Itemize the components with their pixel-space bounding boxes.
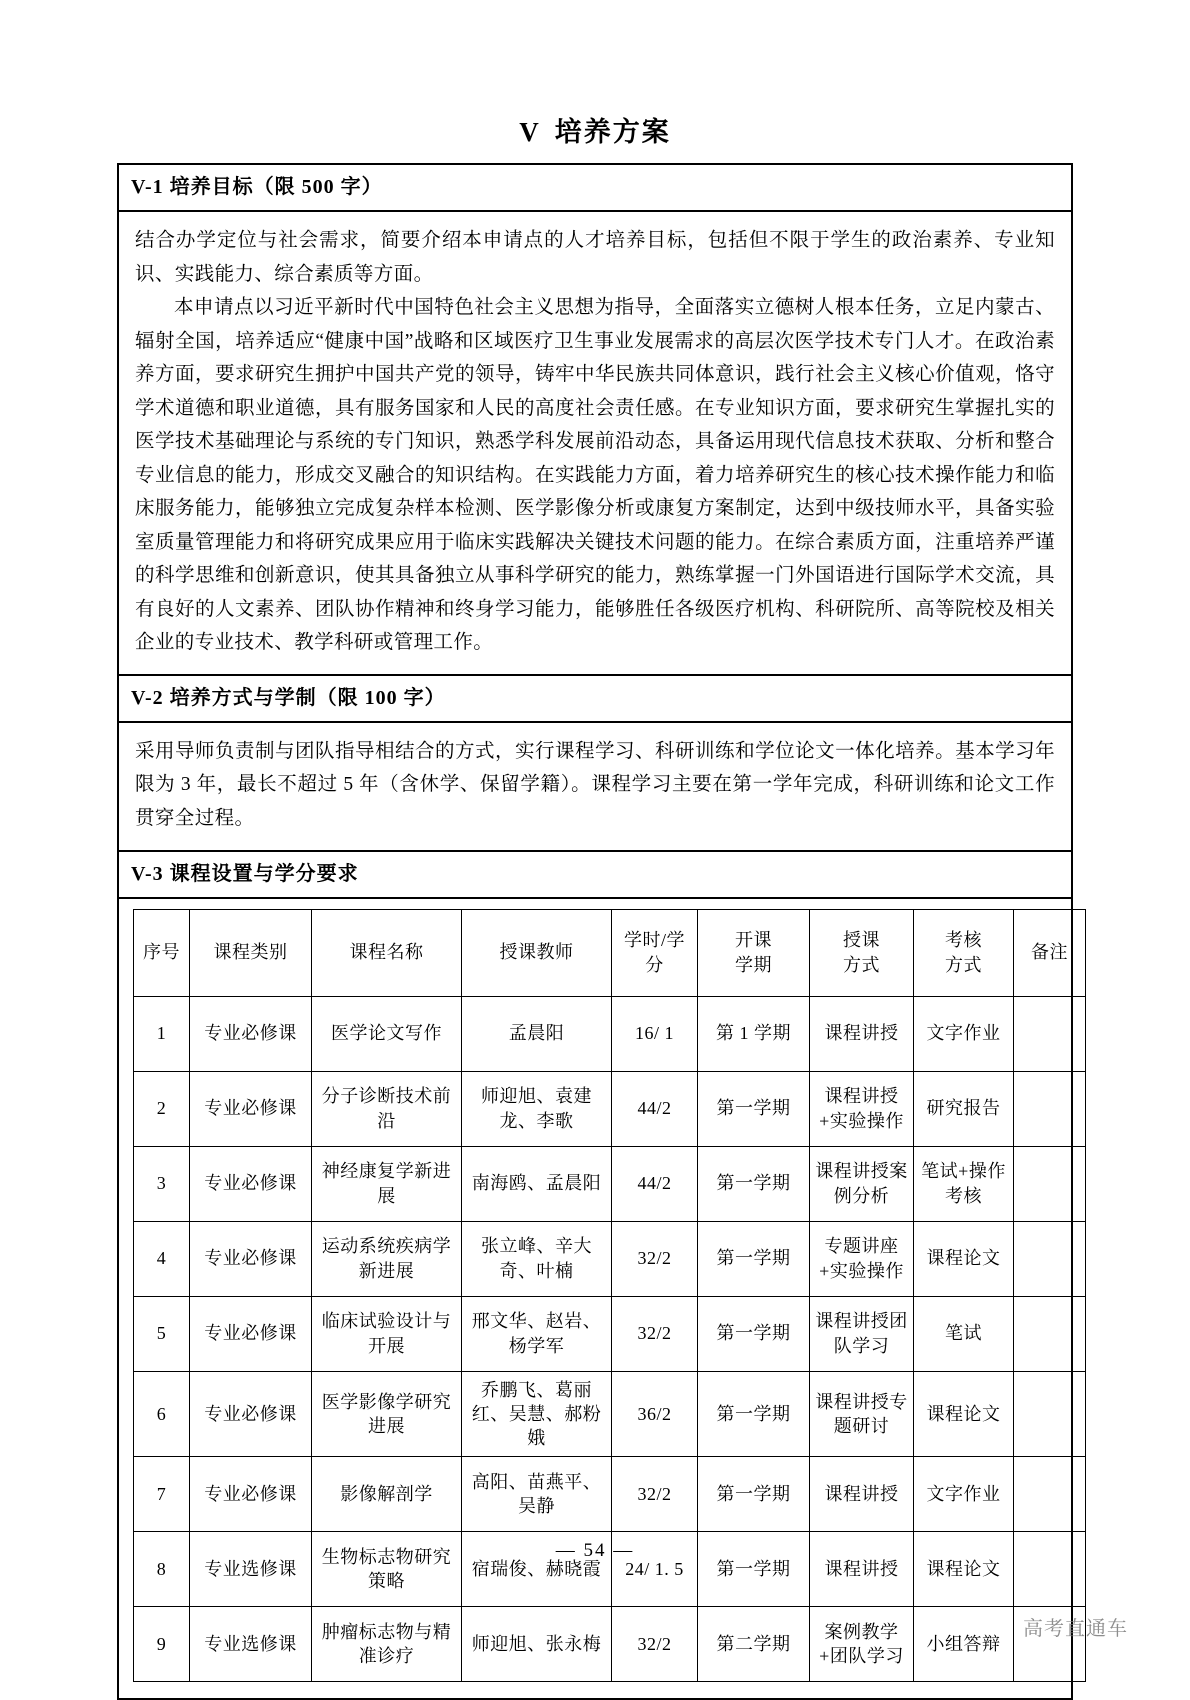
section-heading-v1 bbox=[119, 165, 1071, 212]
cell-term: 第 1 学期 bbox=[698, 996, 810, 1071]
cell-no: 5 bbox=[134, 1296, 190, 1371]
page-number: — 54 — bbox=[555, 1540, 635, 1561]
cell-term: 第一学期 bbox=[698, 1532, 810, 1607]
cell-category: 专业必修课 bbox=[190, 1221, 312, 1296]
cell-assessment: 笔试 bbox=[914, 1296, 1014, 1371]
cell-teaching-method: 课程讲授 bbox=[810, 1457, 914, 1532]
course-table-col-header: 开课 学期 bbox=[698, 909, 810, 996]
cell-hours-credits: 32/2 bbox=[612, 1607, 698, 1682]
cell-assessment: 课程论文 bbox=[914, 1532, 1014, 1607]
cell-term: 第二学期 bbox=[698, 1607, 810, 1682]
cell-category: 专业必修课 bbox=[190, 1296, 312, 1371]
cell-term: 第一学期 bbox=[698, 1296, 810, 1371]
cell-hours-credits: 24/ 1. 5 bbox=[612, 1532, 698, 1607]
cell-term: 第一学期 bbox=[698, 1071, 810, 1146]
cell-name: 医学论文写作 bbox=[312, 996, 462, 1071]
course-table-col-header: 学时/学 分 bbox=[612, 909, 698, 996]
cell-name: 影像解剖学 bbox=[312, 1457, 462, 1532]
cell-assessment: 课程论文 bbox=[914, 1221, 1014, 1296]
cell-remark bbox=[1014, 1221, 1086, 1296]
table-row bbox=[134, 996, 1086, 1071]
cell-remark bbox=[1014, 1296, 1086, 1371]
cell-assessment: 文字作业 bbox=[914, 1457, 1014, 1532]
cell-category: 专业选修课 bbox=[190, 1532, 312, 1607]
cell-name: 医学影像学研究进展 bbox=[312, 1371, 462, 1457]
cell-teacher: 高阳、苗燕平、吴静 bbox=[462, 1457, 612, 1532]
cell-teaching-method: 课程讲授+实验操作 bbox=[810, 1071, 914, 1146]
cell-no: 3 bbox=[134, 1146, 190, 1221]
course-table-header-row bbox=[134, 909, 1086, 996]
cell-assessment: 课程论文 bbox=[914, 1371, 1014, 1457]
cell-category: 专业必修课 bbox=[190, 996, 312, 1071]
cell-hours-credits: 44/2 bbox=[612, 1071, 698, 1146]
cell-name: 生物标志物研究策略 bbox=[312, 1532, 462, 1607]
cell-name: 分子诊断技术前沿 bbox=[312, 1071, 462, 1146]
course-table-col-header: 授课 方式 bbox=[810, 909, 914, 996]
page-title bbox=[0, 110, 1190, 149]
cell-remark bbox=[1014, 1457, 1086, 1532]
cell-name: 肿瘤标志物与精准诊疗 bbox=[312, 1607, 462, 1682]
cell-teaching-method: 课程讲授 bbox=[810, 1532, 914, 1607]
cell-hours-credits: 32/2 bbox=[612, 1457, 698, 1532]
course-table-col-header: 备注 bbox=[1014, 909, 1086, 996]
cell-hours-credits: 36/2 bbox=[612, 1371, 698, 1457]
cell-teacher: 孟晨阳 bbox=[462, 996, 612, 1071]
table-row bbox=[134, 1457, 1086, 1532]
course-table bbox=[133, 909, 1086, 1683]
cell-hours-credits: 44/2 bbox=[612, 1146, 698, 1221]
table-row bbox=[134, 1146, 1086, 1221]
section-title-v2: 培养方式与学制（限 100 字） bbox=[169, 686, 446, 709]
v2-paragraph: 采用导师负责制与团队指导相结合的方式，实行课程学习、科研训练和学位论文一体化培养。基本学习年限为 3 年，最长不超过 5 年（含休学、保留学籍）。课程学习主要在第一学年完成，科研训练和论文工作贯穿全过程。 bbox=[135, 740, 1055, 829]
table-row bbox=[134, 1071, 1086, 1146]
section-tag-v2: V-2 bbox=[131, 686, 164, 709]
cell-teacher: 南海鸥、孟晨阳 bbox=[462, 1146, 612, 1221]
course-table-container bbox=[119, 899, 1071, 1699]
cell-hours-credits: 32/2 bbox=[612, 1221, 698, 1296]
cell-category: 专业必修课 bbox=[190, 1146, 312, 1221]
cell-teaching-method: 专题讲座+实验操作 bbox=[810, 1221, 914, 1296]
cell-teaching-method: 课程讲授专题研讨 bbox=[810, 1371, 914, 1457]
cell-teaching-method: 课程讲授 bbox=[810, 996, 914, 1071]
cell-no: 4 bbox=[134, 1221, 190, 1296]
table-row bbox=[134, 1296, 1086, 1371]
cell-teaching-method: 案例教学+团队学习 bbox=[810, 1607, 914, 1682]
content-frame bbox=[117, 163, 1073, 1700]
cell-category: 专业选修课 bbox=[190, 1607, 312, 1682]
cell-remark bbox=[1014, 996, 1086, 1071]
cell-no: 8 bbox=[134, 1532, 190, 1607]
course-table-body bbox=[134, 996, 1086, 1682]
cell-name: 临床试验设计与开展 bbox=[312, 1296, 462, 1371]
cell-teacher: 宿瑞俊、赫晓霞 bbox=[462, 1532, 612, 1607]
course-table-col-header: 授课教师 bbox=[462, 909, 612, 996]
cell-assessment: 文字作业 bbox=[914, 996, 1014, 1071]
course-table-col-header: 课程名称 bbox=[312, 909, 462, 996]
table-row bbox=[134, 1371, 1086, 1457]
course-table-col-header: 课程类别 bbox=[190, 909, 312, 996]
cell-name: 运动系统疾病学新进展 bbox=[312, 1221, 462, 1296]
section-title-v1: 培养目标（限 500 字） bbox=[169, 176, 383, 198]
v1-paragraph-intro: 结合办学定位与社会需求，简要介绍本申请点的人才培养目标，包括但不限于学生的政治素养、专业知识、实践能力、综合素质等方面。 bbox=[135, 230, 1055, 285]
cell-teacher: 邢文华、赵岩、杨学军 bbox=[462, 1296, 612, 1371]
section-body-v2 bbox=[119, 723, 1071, 852]
table-row bbox=[134, 1607, 1086, 1682]
cell-teacher: 师迎旭、张永梅 bbox=[462, 1607, 612, 1682]
v1-paragraph-main: 本申请点以习近平新时代中国特色社会主义思想为指导，全面落实立德树人根本任务，立足内蒙古、辐射全国，培养适应“健康中国”战略和区域医疗卫生事业发展需求的高层次医学技术专门人才。在政治素养方面，要求研究生拥护中国共产党的领导，铸牢中华民族共同体意识，践行社会主义核心价值观，恪守学术道德和职业道德，具有服务国家和人民的高度社会责任感。在专业知识方面，要求研究生掌握扎实的医学技术基础理论与系统的专门知识，熟悉学科发展前沿动态，具备运用现代信息技术获取、分析和整合专业信息的能力，形成交叉融合的知识结构。在实践能力方面，着力培养研究生的核心技术操作能力和临床服务能力，能够独立完成复杂样本检测、医学影像分析或康复方案制定，达到中级技师水平，具备实验室质量管理能力和将研究成果应用于临床实践解决关键技术问题的能力。在综合素质方面，注重培养严谨的科学思维和创新意识，使其具备独立从事科学研究的能力，熟练掌握一门外国语进行国际学术交流，具有良好的人文素养、团队协作精神和终身学习能力，能够胜任各级医疗机构、科研院所、高等院校及相关企业的专业技术、教学科研或管理工作。 bbox=[135, 297, 1055, 654]
cell-no: 1 bbox=[134, 996, 190, 1071]
page-title-numeral: V bbox=[519, 117, 541, 147]
cell-teacher: 乔鹏飞、葛丽红、吴慧、郝粉娥 bbox=[462, 1371, 612, 1457]
section-title-v3: 课程设置与学分要求 bbox=[169, 862, 359, 885]
cell-assessment: 笔试+操作考核 bbox=[914, 1146, 1014, 1221]
cell-hours-credits: 16/ 1 bbox=[612, 996, 698, 1071]
cell-term: 第一学期 bbox=[698, 1221, 810, 1296]
cell-assessment: 研究报告 bbox=[914, 1071, 1014, 1146]
course-table-col-header: 考核 方式 bbox=[914, 909, 1014, 996]
watermark: 高考直通车 bbox=[1023, 1616, 1128, 1640]
cell-category: 专业必修课 bbox=[190, 1371, 312, 1457]
cell-teaching-method: 课程讲授案例分析 bbox=[810, 1146, 914, 1221]
cell-no: 7 bbox=[134, 1457, 190, 1532]
cell-assessment: 小组答辩 bbox=[914, 1607, 1014, 1682]
section-heading-v2 bbox=[119, 676, 1071, 723]
cell-term: 第一学期 bbox=[698, 1457, 810, 1532]
cell-no: 6 bbox=[134, 1371, 190, 1457]
page-title-text: 培养方案 bbox=[554, 117, 671, 147]
cell-teaching-method: 课程讲授团队学习 bbox=[810, 1296, 914, 1371]
cell-remark bbox=[1014, 1146, 1086, 1221]
cell-teacher: 师迎旭、袁建龙、李歌 bbox=[462, 1071, 612, 1146]
cell-remark bbox=[1014, 1371, 1086, 1457]
cell-category: 专业必修课 bbox=[190, 1457, 312, 1532]
cell-no: 2 bbox=[134, 1071, 190, 1146]
section-tag-v3: V-3 bbox=[131, 862, 164, 885]
section-heading-v3 bbox=[119, 852, 1071, 899]
cell-teacher: 张立峰、辛大奇、叶楠 bbox=[462, 1221, 612, 1296]
cell-name: 神经康复学新进展 bbox=[312, 1146, 462, 1221]
cell-term: 第一学期 bbox=[698, 1146, 810, 1221]
table-row bbox=[134, 1221, 1086, 1296]
section-tag-v1: V-1 bbox=[131, 176, 164, 198]
section-body-v1 bbox=[119, 212, 1071, 676]
cell-hours-credits: 32/2 bbox=[612, 1296, 698, 1371]
course-table-col-header: 序号 bbox=[134, 909, 190, 996]
cell-no: 9 bbox=[134, 1607, 190, 1682]
cell-category: 专业必修课 bbox=[190, 1071, 312, 1146]
cell-remark bbox=[1014, 1071, 1086, 1146]
cell-term: 第一学期 bbox=[698, 1371, 810, 1457]
